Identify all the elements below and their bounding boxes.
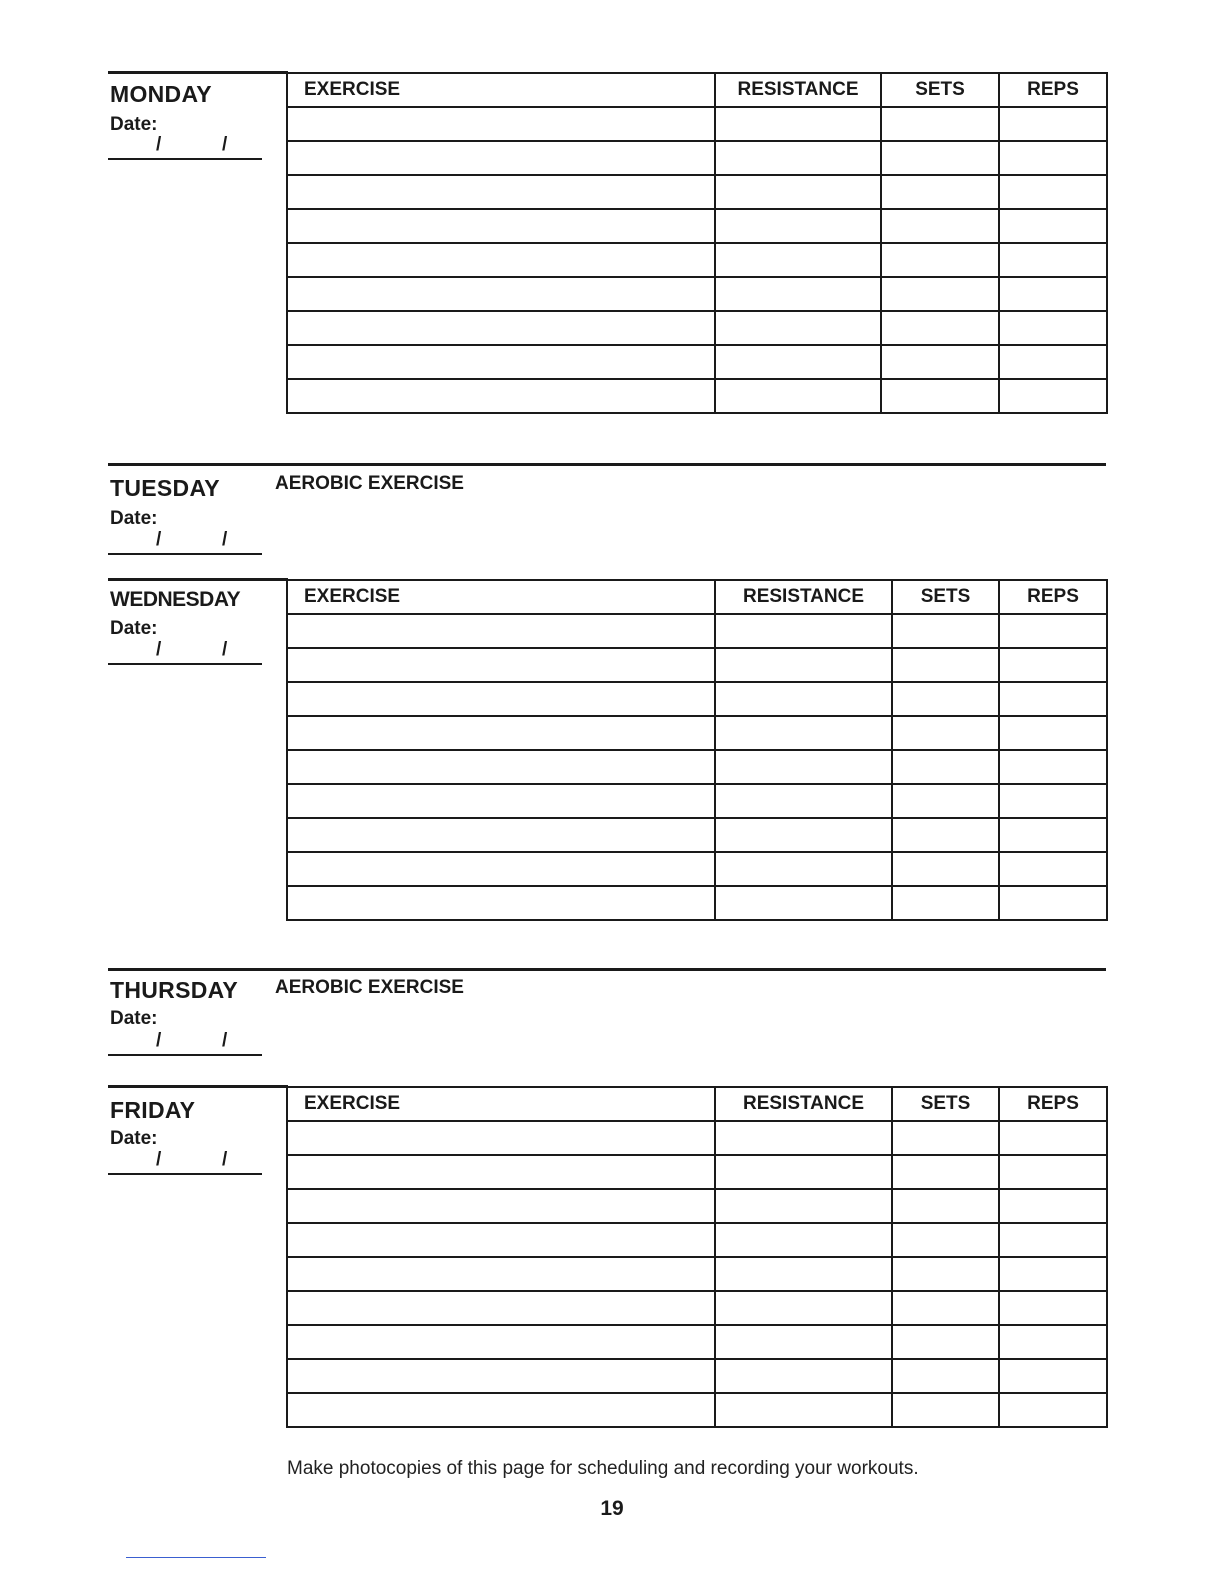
table-row[interactable] [287,1325,1107,1359]
wednesday-rule [108,578,288,581]
reps-header: REPS [999,580,1107,614]
wednesday-label: WEDNESDAY [110,588,241,611]
table-row[interactable] [287,243,1107,277]
sets-header: SETS [881,73,999,107]
table-row[interactable] [287,141,1107,175]
thursday-label: THURSDAY [110,977,239,1003]
tuesday-rule [108,463,1106,466]
monday-date-field[interactable]: / / [108,134,262,160]
wednesday-date-field[interactable]: / / [108,639,262,665]
table-row[interactable] [287,1359,1107,1393]
tuesday-label: TUESDAY [110,475,220,501]
table-row[interactable] [287,1223,1107,1257]
tuesday-date-label: Date: [110,508,158,529]
monday-exercise-table [286,72,1108,414]
table-row[interactable] [287,1189,1107,1223]
wednesday-section [108,578,1106,938]
table-row[interactable] [287,818,1107,852]
friday-date-label: Date: [110,1128,158,1149]
table-row[interactable] [287,175,1107,209]
monday-date-label: Date: [110,114,158,135]
table-row[interactable] [287,1121,1107,1155]
friday-section [108,1085,1106,1445]
resistance-header: RESISTANCE [715,580,892,614]
table-row[interactable] [287,277,1107,311]
table-row[interactable] [287,1393,1107,1427]
thursday-date-label: Date: [110,1008,158,1029]
exercise-header: EXERCISE [287,1087,715,1121]
table-row[interactable] [287,886,1107,920]
monday-rule [108,71,288,74]
friday-rule [108,1085,288,1088]
exercise-header: EXERCISE [287,580,715,614]
reps-header: REPS [999,73,1107,107]
table-row[interactable] [287,311,1107,345]
tuesday-aerobic-label: AEROBIC EXERCISE [275,473,464,494]
sets-header: SETS [892,1087,999,1121]
page-number: 19 [600,1497,624,1520]
monday-label: MONDAY [110,81,212,107]
table-row[interactable] [287,1291,1107,1325]
table-row[interactable] [287,614,1107,648]
monday-section [108,71,1106,431]
footer-note: Make photocopies of this page for scheduling and recording your workouts. [287,1458,919,1479]
table-row[interactable] [287,716,1107,750]
table-row[interactable] [287,648,1107,682]
wednesday-date-label: Date: [110,618,158,639]
thursday-date-field[interactable]: / / [108,1030,262,1056]
thursday-aerobic-label: AEROBIC EXERCISE [275,977,464,998]
thursday-rule [108,968,1106,971]
table-row[interactable] [287,1257,1107,1291]
sets-header: SETS [892,580,999,614]
resistance-header: RESISTANCE [715,73,881,107]
tuesday-section [108,463,1106,563]
wednesday-exercise-table [286,579,1108,921]
friday-label: FRIDAY [110,1097,196,1123]
table-row[interactable] [287,750,1107,784]
table-row[interactable] [287,784,1107,818]
exercise-header: EXERCISE [287,73,715,107]
reps-header: REPS [999,1087,1107,1121]
friday-exercise-table [286,1086,1108,1428]
thursday-section [108,968,1106,1068]
table-row[interactable] [287,379,1107,413]
table-row[interactable] [287,852,1107,886]
table-row[interactable] [287,107,1107,141]
resistance-header: RESISTANCE [715,1087,892,1121]
bottom-rule [126,1557,266,1558]
table-row[interactable] [287,345,1107,379]
table-row[interactable] [287,209,1107,243]
tuesday-date-field[interactable]: / / [108,529,262,555]
friday-date-field[interactable]: / / [108,1149,262,1175]
table-row[interactable] [287,1155,1107,1189]
table-row[interactable] [287,682,1107,716]
